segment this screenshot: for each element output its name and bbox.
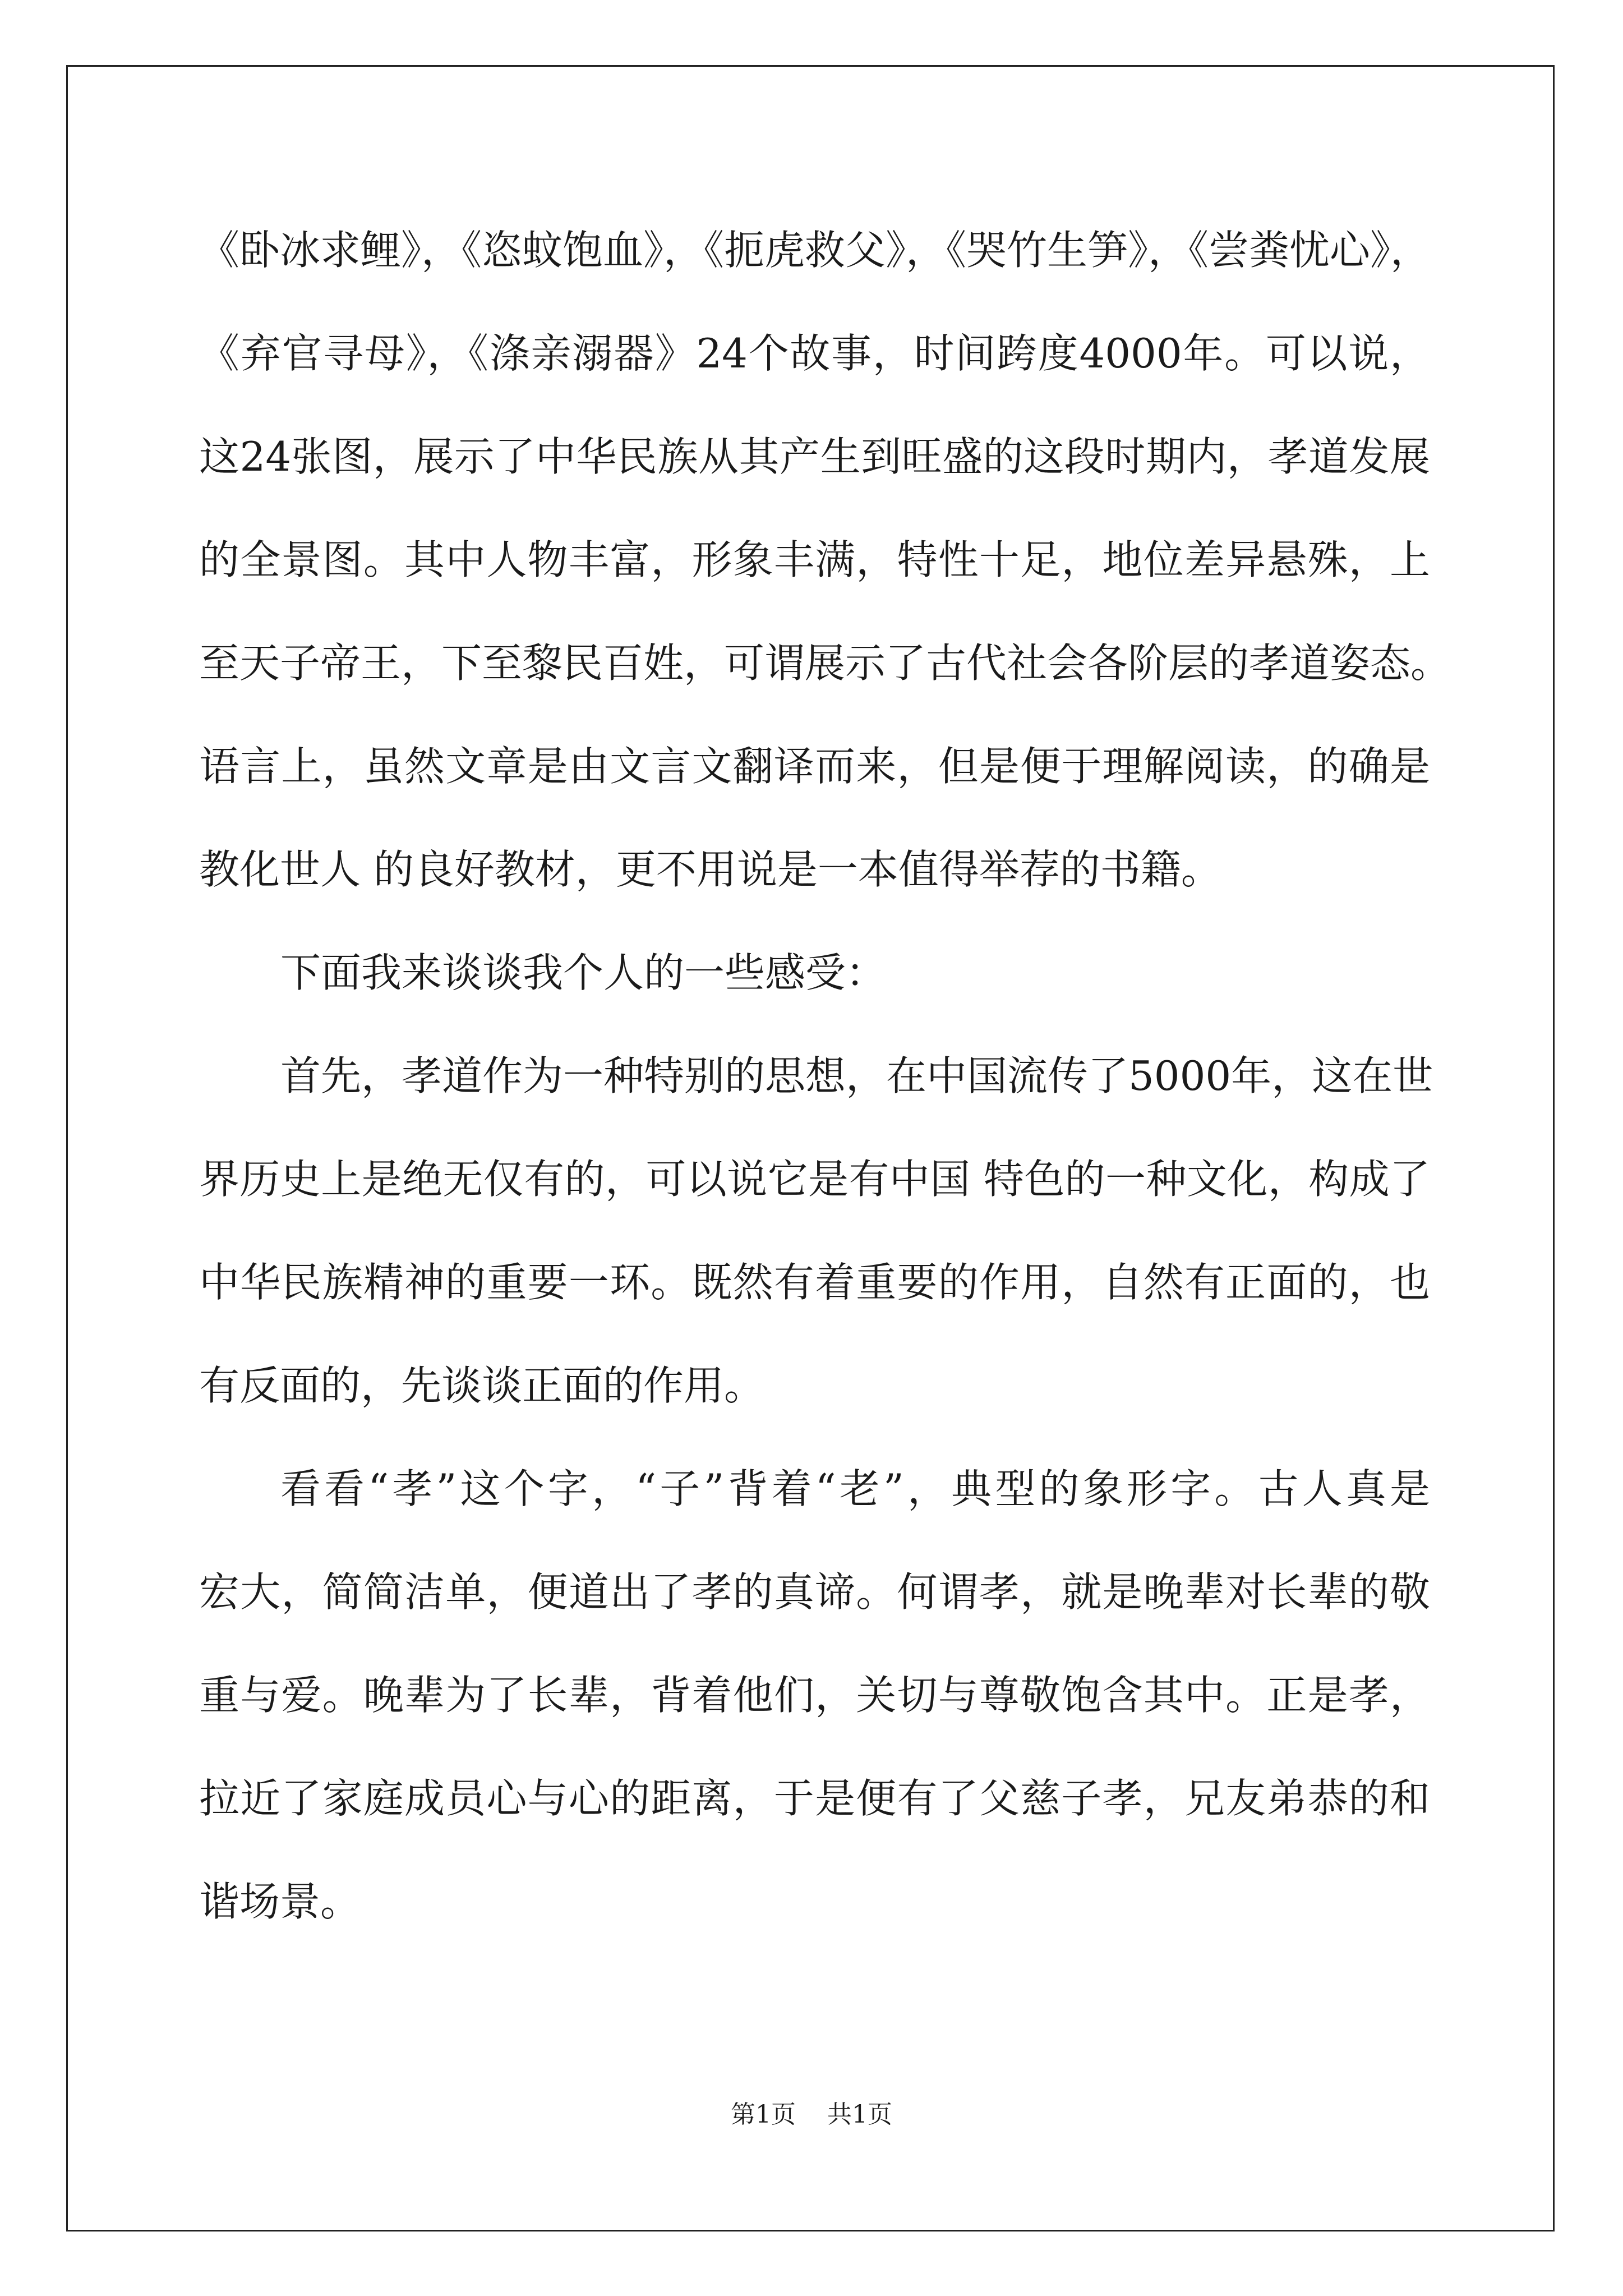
text-line: 的全景图。其中人物丰富，形象丰满，特性十足，地位差异悬殊，上	[199, 536, 1430, 583]
text-line: 这24张图，展示了中华民族从其产生到旺盛的这段时期内，孝道发展	[199, 433, 1430, 480]
text-line: 教化世人 的良好教材，更不用说是一本值得举荐的书籍。	[199, 846, 1221, 893]
page-number: 第1页	[731, 2100, 796, 2129]
text-line: 《弃官寻母》，《涤亲溺器》24个故事，时间跨度4000年。可以说，	[199, 330, 1430, 377]
text-line: 中华民族精神的重要一环。既然有着重要的作用，自然有正面的，也	[199, 1259, 1430, 1306]
text-line: 宏大，简简洁单，便道出了孝的真谛。何谓孝，就是晚辈对长辈的敬	[199, 1568, 1430, 1616]
page-footer	[0, 2098, 1623, 2132]
text-line: 首先，孝道作为一种特别的思想，在中国流传了5000年，这在世	[280, 1052, 1433, 1099]
text-line: 看看“孝”这个字，“子”背着“老”，典型的象形字。古人真是	[280, 1465, 1430, 1512]
page-total: 共1页	[827, 2100, 892, 2129]
text-line: 至天子帝王，下至黎民百姓，可谓展示了古代社会各阶层的孝道姿态。	[199, 639, 1451, 687]
text-line: 拉近了家庭成员心与心的距离，于是便有了父慈子孝，兄友弟恭的和	[199, 1775, 1430, 1822]
text-line: 界历史上是绝无仅有的，可以说它是有中国 特色的一种文化，构成了	[199, 1156, 1430, 1203]
text-line: 《卧冰求鲤》，《恣蚊饱血》，《扼虎救父》，《哭竹生笋》，《尝粪忧心》，	[199, 227, 1431, 274]
text-line: 有反面的，先谈谈正面的作用。	[199, 1362, 765, 1409]
text-line: 谐场景。	[199, 1878, 361, 1925]
text-line: 重与爱。晚辈为了长辈，背着他们，关切与尊敬饱含其中。正是孝，	[199, 1672, 1430, 1719]
text-line: 下面我来谈谈我个人的一些感受：	[280, 949, 887, 996]
text-line: 语言上，虽然文章是由文言文翻译而来，但是便于理解阅读，的确是	[199, 743, 1430, 790]
